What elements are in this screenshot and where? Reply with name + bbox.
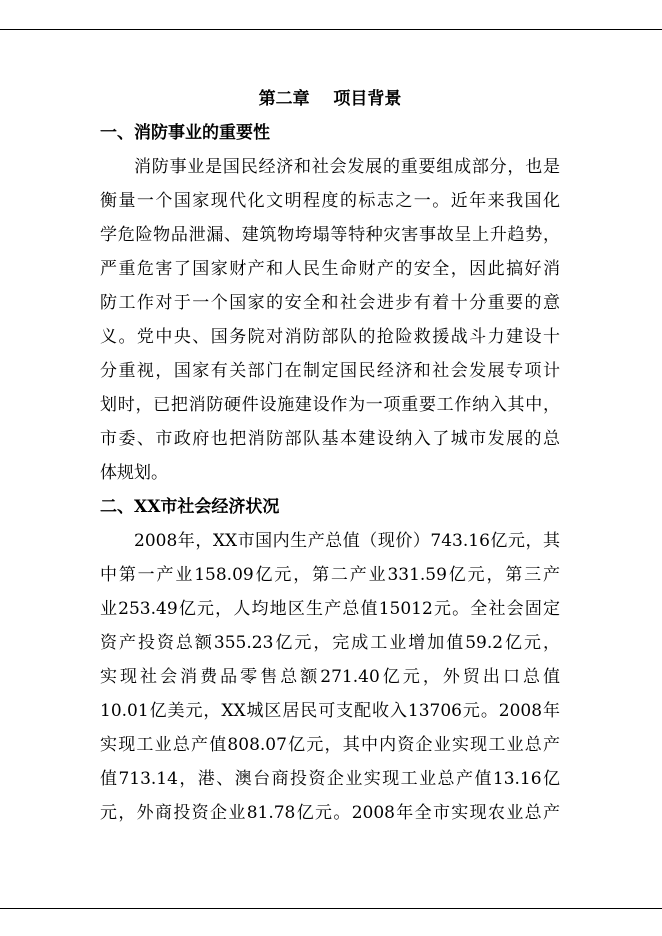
paragraph-line: 中第一产业158.09亿元，第二产业331.59亿元，第三产 [100, 565, 560, 585]
paragraph-line: 体规划。 [100, 463, 168, 483]
footer-rule [0, 908, 662, 909]
paragraph-line: 义。党中央、国务院对消防部队的抢险救援战斗力建设十 [100, 327, 560, 347]
paragraph-line: 市委、市政府也把消防部队基本建设纳入了城市发展的总 [100, 429, 560, 449]
paragraph-line: 业253.49亿元，人均地区生产总值15012元。全社会固定 [100, 599, 560, 619]
header-rule [0, 29, 662, 30]
paragraph-line: 2008年，XX市国内生产总值（现价）743.16亿元，其 [134, 531, 560, 551]
paragraph-line: 防工作对于一个国家的安全和社会进步有着十分重要的意 [100, 293, 560, 313]
paragraph-line: 实现工业总产值808.07亿元，其中内资企业实现工业总产 [100, 735, 560, 755]
section-heading-importance: 一、消防事业的重要性 [100, 123, 270, 143]
paragraph-line: 学危险物品泄漏、建筑物垮塌等特种灾害事故呈上升趋势， [100, 225, 560, 245]
paragraph-line: 资产投资总额355.23亿元，完成工业增加值59.2亿元， [100, 633, 560, 653]
paragraph-importance [100, 150, 560, 490]
paragraph-line: 元，外商投资企业81.78亿元。2008年全市实现农业总产 [100, 803, 560, 823]
paragraph-line: 划时，已把消防硬件设施建设作为一项重要工作纳入其中， [100, 395, 560, 415]
section-heading-economy: 二、XX市社会经济状况 [100, 497, 280, 517]
paragraph-line: 消防事业是国民经济和社会发展的重要组成部分，也是 [134, 157, 560, 177]
paragraph-line: 衡量一个国家现代化文明程度的标志之一。近年来我国化 [100, 191, 560, 211]
paragraph-line: 分重视，国家有关部门在制定国民经济和社会发展专项计 [100, 361, 560, 381]
paragraph-line: 严重危害了国家财产和人民生命财产的安全，因此搞好消 [100, 259, 560, 279]
paragraph-line: 值713.14，港、澳台商投资企业实现工业总产值13.16亿 [100, 769, 560, 789]
paragraph-economy [100, 524, 560, 830]
document-body [100, 82, 560, 830]
paragraph-line: 10.01亿美元，XX城区居民可支配收入13706元。2008年 [100, 701, 560, 721]
paragraph-line: 实现社会消费品零售总额271.40亿元，外贸出口总值 [100, 667, 560, 687]
chapter-title: 第二章 项目背景 [258, 89, 402, 109]
